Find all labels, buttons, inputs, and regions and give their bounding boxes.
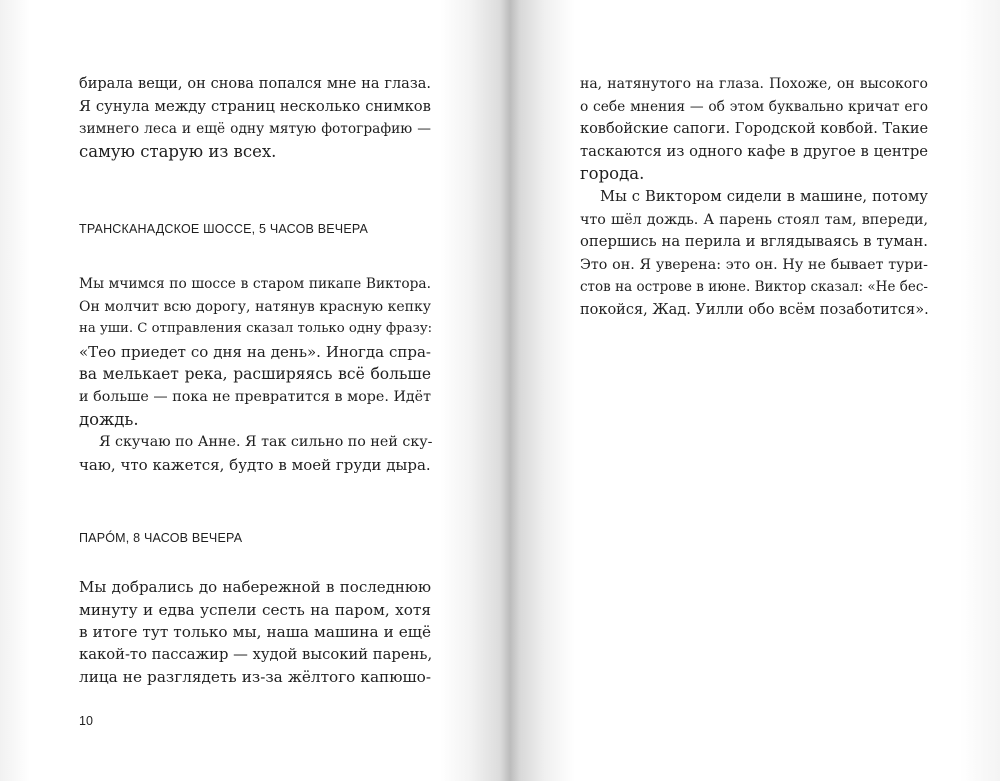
text-line: чаю, что кажется, будто в моей груди дыра.	[79, 455, 431, 474]
text-line: опершись на перила и вглядываясь в туман.	[580, 233, 928, 251]
text-line: покойся, Жад. Уилли обо всём позаботится».	[580, 301, 929, 318]
paragraph	[79, 273, 431, 431]
text-line: Я скучаю по Анне. Я так сильно по ней ску-	[99, 434, 433, 450]
section-heading: ТРАНСКАНАДСКОЕ ШОССЕ, 5 ЧАСОВ ВЕЧЕРА	[79, 222, 369, 236]
text-line: самую старую из всех.	[79, 141, 277, 161]
text-line: Это он. Я уверена: это он. Ну не бывает тури-	[580, 256, 928, 273]
text-line: таскаются из одного кафе в другое в центре	[580, 142, 928, 160]
text-line: города.	[580, 164, 645, 184]
text-line: и больше — пока не превратится в море. Идёт	[79, 388, 431, 405]
text-line: «Тео приедет со дня на день». Иногда спра-	[79, 342, 431, 361]
text-line: ва мелькает река, расширяясь всё больше	[79, 365, 431, 384]
paragraph	[79, 576, 431, 689]
section-heading: ПАРÓМ, 8 ЧАСОВ ВЕЧЕРА	[79, 531, 243, 545]
text-line: зимнего леса и ещё одну мятую фотографию —	[79, 121, 431, 138]
text-line: о себе мнения — об этом буквально кричат его	[580, 98, 928, 115]
text-line: на уши. С отправления сказал только одну фразу:	[79, 321, 433, 337]
text-line: дождь.	[79, 409, 139, 429]
paragraph	[580, 73, 928, 186]
text-line: в итоге тут только мы, наша машина и ещё	[79, 623, 431, 642]
text-line: стов на острове в июне. Виктор сказал: «Не бес-	[580, 279, 928, 296]
text-line: что шёл дождь. А парень стоял там, впереди,	[580, 211, 928, 228]
paragraph	[79, 73, 431, 163]
paragraph	[580, 186, 928, 322]
text-line: лица не разглядеть из-за жёлтого капюшо-	[79, 668, 431, 687]
right-page	[505, 0, 1000, 781]
text-line: Мы добрались до набережной в последнюю	[79, 578, 431, 596]
text-line: бирала вещи, он снова попался мне на глаза.	[79, 76, 431, 92]
text-line: Я сунула между страниц несколько снимков	[79, 97, 431, 115]
page-number: 10	[79, 714, 93, 728]
text-line: какой-то пассажир — худой высокий парень,	[79, 645, 433, 663]
text-line: на, натянутого на глаза. Похоже, он высокого	[580, 76, 928, 92]
text-line: ковбойские сапоги. Городской ковбой. Такие	[580, 121, 929, 138]
text-line: Он молчит всю дорогу, натянув красную кепку	[79, 298, 431, 315]
text-line: Мы с Виктором сидели в машине, потому	[600, 188, 928, 205]
text-line: минуту и едва успели сесть на паром, хотя	[79, 600, 431, 619]
paragraph	[79, 431, 431, 476]
text-line: Мы мчимся по шоссе в старом пикапе Виктора.	[79, 276, 431, 292]
